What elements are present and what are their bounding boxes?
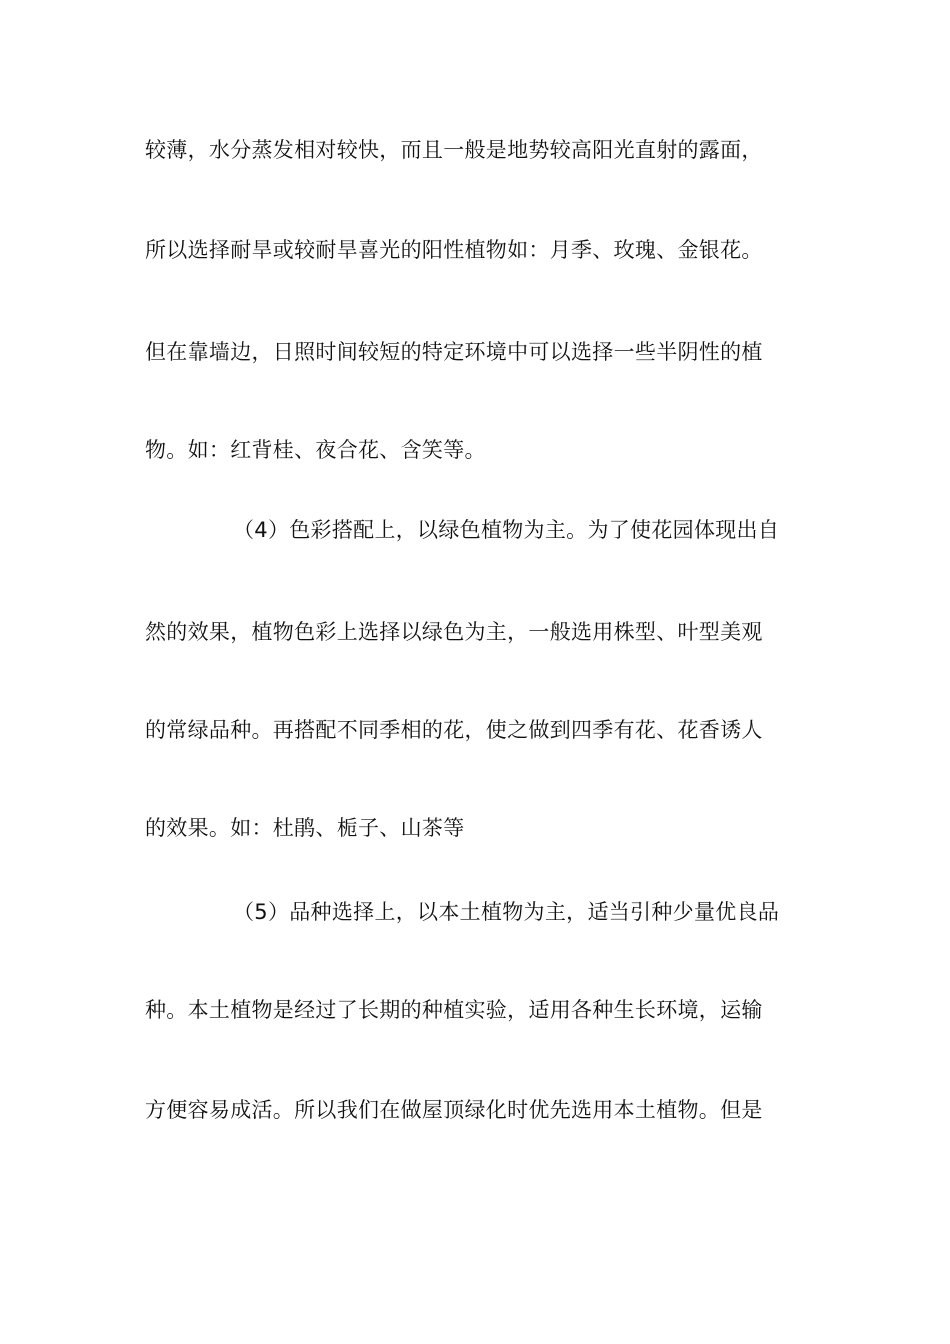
paragraph-line: 种。本土植物是经过了长期的种植实验，适用各种生长环境，运输 bbox=[145, 998, 763, 1022]
paragraph-line: 物。如：红背桂、夜合花、含笑等。 bbox=[145, 438, 486, 462]
paragraph-line: 的效果。如：杜鹃、栀子、山茶等 bbox=[145, 816, 465, 840]
paragraph-line: 较薄，水分蒸发相对较快，而且一般是地势较高阳光直射的露面， bbox=[145, 138, 763, 162]
paragraph-line: 的常绿品种。再搭配不同季相的花，使之做到四季有花、花香诱人 bbox=[145, 718, 763, 742]
paragraph-line: 所以选择耐旱或较耐旱喜光的阳性植物如：月季、玫瑰、金银花。 bbox=[145, 238, 763, 262]
paragraph-line-indented: （5）品种选择上，以本土植物为主，适当引种少量优良品 bbox=[233, 900, 780, 924]
paragraph-line: 但在靠墙边，日照时间较短的特定环境中可以选择一些半阴性的植 bbox=[145, 340, 763, 364]
paragraph-line: 方便容易成活。所以我们在做屋顶绿化时优先选用本土植物。但是 bbox=[145, 1098, 763, 1122]
paragraph-line-indented: （4）色彩搭配上，以绿色植物为主。为了使花园体现出自 bbox=[233, 518, 780, 542]
paragraph-line: 然的效果，植物色彩上选择以绿色为主，一般选用株型、叶型美观 bbox=[145, 620, 763, 644]
